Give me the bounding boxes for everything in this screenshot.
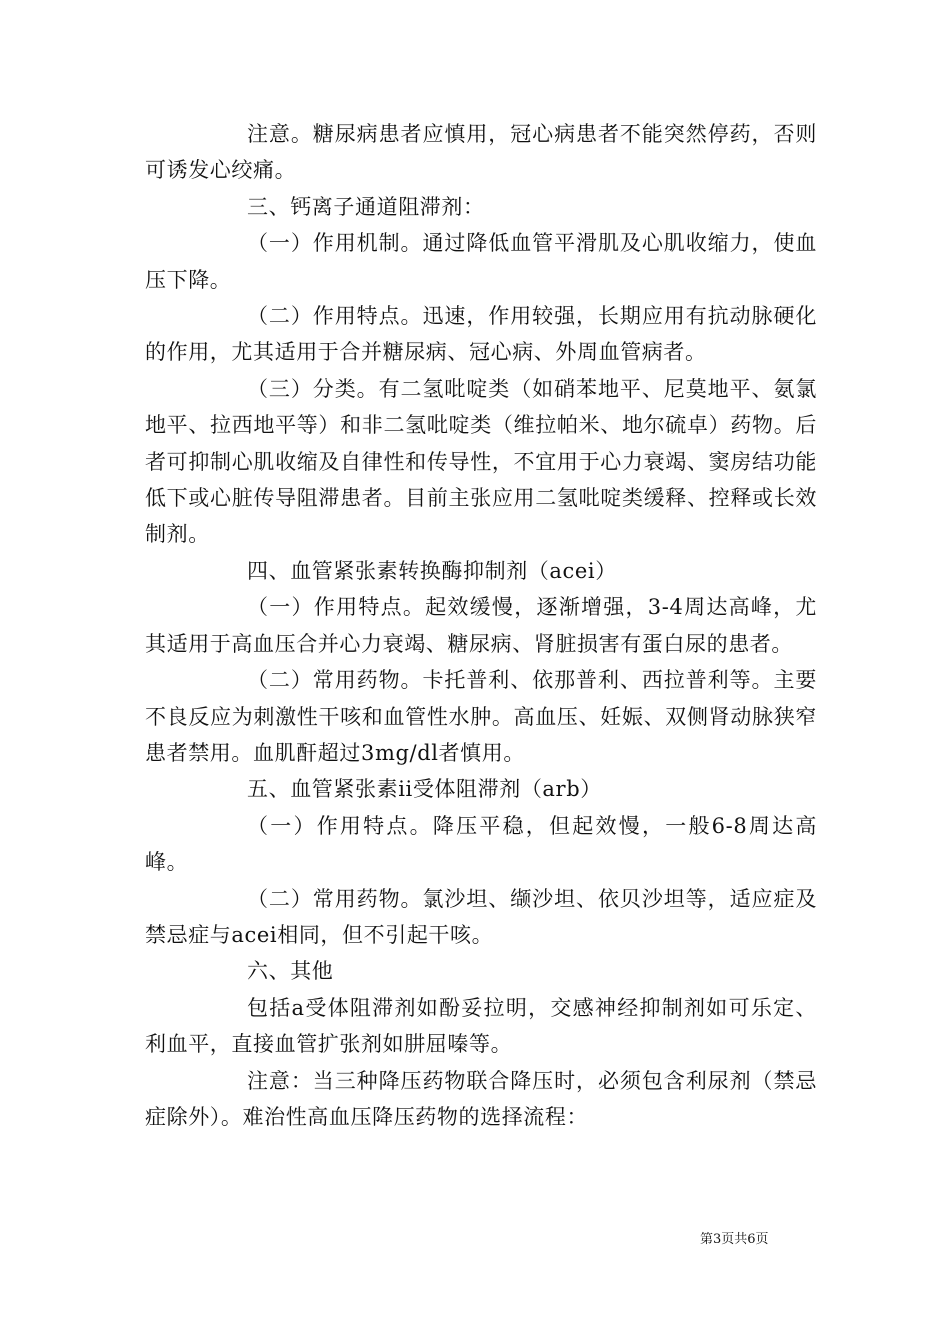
heading-calcium-channel-blockers: 三、钙离子通道阻滞剂： [247, 194, 485, 219]
paragraph-others: 包括a受体阻滞剂如酚妥拉明，交感神经抑制剂如可乐定、利血平，直接血管扩张剂如肼屈嗪等。 [145, 995, 817, 1057]
paragraph-acei-drugs: （二）常用药物。卡托普利、依那普利、西拉普利等。主要不良反应为刺激性干咳和血管性水肿。高血压、妊娠、双侧肾动脉狭窄患者禁用。血肌酐超过3mg/dl者慎用。 [145, 668, 817, 765]
heading-arb: 五、血管紧张素ii受体阻滞剂（arb） [247, 777, 602, 802]
heading-acei: 四、血管紧张素转换酶抑制剂（acei） [247, 558, 617, 583]
paragraph-arb-drugs: （二）常用药物。氯沙坦、缬沙坦、依贝沙坦等，适应症及禁忌症与acei相同，但不引起干咳。 [145, 886, 817, 947]
paragraph-classification: （三）分类。有二氢吡啶类（如硝苯地平、尼莫地平、氨氯地平、拉西地平等）和非二氢吡啶类（维拉帕米、地尔硫卓）药物。后者可抑制心肌收缩及自律性和传导性，不宜用于心力衰竭、窦房结功能低下或心脏传导阻滞患者。目前主张应用二氢吡啶类缓释、控释或长效制剂。 [145, 376, 817, 547]
paragraph-note-combination: 注意：当三种降压药物联合降压时，必须包含利尿剂（禁忌症除外）。难治性高血压降压药物的选择流程： [145, 1068, 817, 1129]
paragraph-mechanism: （一）作用机制。通过降低血管平滑肌及心肌收缩力，使血压下降。 [145, 231, 817, 292]
document-body [145, 116, 817, 1135]
paragraph-acei-features: （一）作用特点。起效缓慢，逐渐增强，3-4周达高峰，尤其适用于高血压合并心力衰竭、糖尿病、肾脏损害有蛋白尿的患者。 [145, 595, 817, 656]
heading-others: 六、其他 [247, 959, 334, 984]
page-number: 第3页共6页 [700, 1232, 769, 1247]
paragraph-arb-features: （一）作用特点。降压平稳，但起效慢，一般6-8周达高峰。 [145, 813, 817, 875]
paragraph-note-diabetes: 注意。糖尿病患者应慎用，冠心病患者不能突然停药，否则可诱发心绞痛。 [145, 122, 817, 183]
paragraph-features: （二）作用特点。迅速，作用较强，长期应用有抗动脉硬化的作用，尤其适用于合并糖尿病、冠心病、外周血管病者。 [145, 304, 817, 365]
